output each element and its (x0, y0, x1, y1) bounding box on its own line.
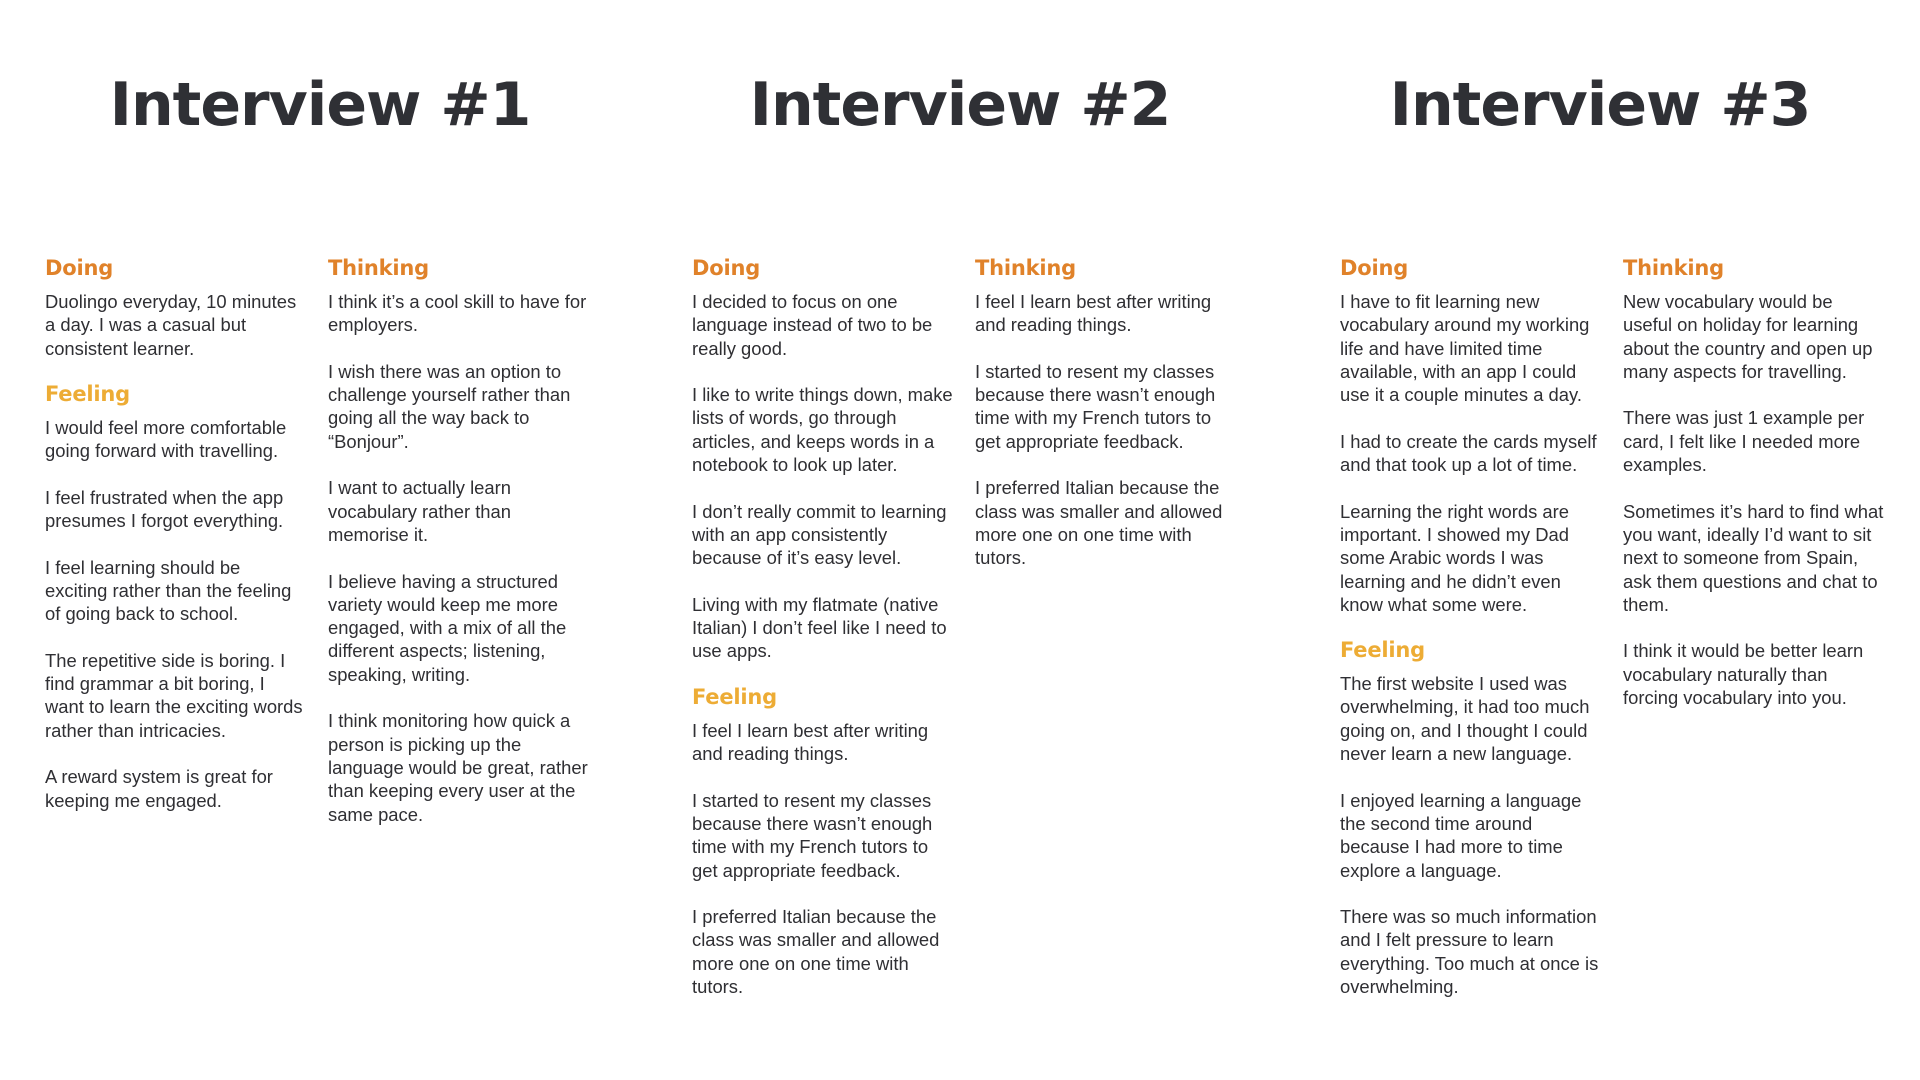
interview-2 (640, 0, 1280, 1080)
doing-paragraph: I like to write things down, make lists of words, go through articles, and keeps words in a notebook to look up later. (692, 384, 953, 476)
doing-section (692, 256, 954, 663)
thinking-section (975, 256, 1237, 570)
thinking-paragraph: I think it would be better learn vocabulary naturally than forcing vocabulary into you. (1623, 640, 1864, 709)
doing-heading: Doing (692, 256, 761, 280)
thinking-column (328, 256, 590, 848)
thinking-paragraph: I believe having a structured variety would keep me more engaged, with a mix of all the different aspects; listening, speaking, writing. (328, 570, 567, 685)
feeling-paragraph: I preferred Italian because the class was smaller and allowed more one on one time with tutors. (692, 906, 940, 998)
thinking-paragraph: I feel I learn best after writing and reading things. (975, 291, 1212, 336)
thinking-paragraph: There was just 1 example per card, I felt like I needed more examples. (1623, 407, 1865, 476)
thinking-paragraph: I wish there was an option to challenge yourself rather than going all the way back to “Bonjour”. (328, 360, 571, 452)
feeling-paragraph: I feel learning should be exciting rather than the feeling of going back to school. (45, 556, 292, 625)
thinking-paragraph: I want to actually learn vocabulary rather than memorise it. (328, 477, 511, 545)
doing-section (1340, 256, 1602, 616)
interview-1 (0, 0, 640, 1080)
feeling-paragraph: I enjoyed learning a language the second time around because I had more to time explore a language. (1340, 789, 1582, 881)
doing-feeling-column (45, 256, 307, 834)
doing-section (45, 256, 307, 360)
doing-heading: Doing (1340, 256, 1409, 280)
feeling-section (45, 382, 307, 812)
feeling-paragraph: The repetitive side is boring. I find grammar a bit boring, I want to learn the exciting words rather than intricacies. (45, 649, 303, 741)
thinking-paragraph: I started to resent my classes because there wasn’t enough time with my French tutors to get appropriate feedback. (975, 360, 1216, 452)
thinking-paragraph: Sometimes it’s hard to find what you want, ideally I’d want to sit next to someone from Spain, ask them questions and chat to them. (1623, 500, 1884, 615)
feeling-paragraph: I feel frustrated when the app presumes I forgot everything. (45, 486, 284, 532)
feeling-heading: Feeling (692, 684, 777, 709)
doing-paragraph: Learning the right words are important. I showed my Dad some Arabic words I was learning and he didn’t even know what some were. (1340, 500, 1569, 615)
doing-paragraph: Living with my flatmate (native Italian) I don’t feel like I need to use apps. (692, 593, 947, 662)
feeling-heading: Feeling (1340, 638, 1425, 663)
doing-feeling-column (692, 256, 954, 1020)
interview-title: Interview #1 (109, 70, 531, 140)
doing-paragraph: Duolingo everyday, 10 minutes a day. I was a casual but consistent learner. (45, 291, 297, 359)
thinking-heading: Thinking (328, 256, 429, 280)
feeling-paragraph: I started to resent my classes because there wasn’t enough time with my French tutors to get appropriate feedback. (692, 789, 933, 881)
thinking-column (1623, 256, 1885, 731)
doing-paragraph: I don’t really commit to learning with an app consistently because of it’s easy level. (692, 500, 947, 569)
feeling-paragraph: I feel I learn best after writing and reading things. (692, 719, 929, 765)
feeling-paragraph: There was so much information and I felt pressure to learn everything. Too much at once is overwhelming. (1340, 906, 1599, 998)
feeling-section (1340, 638, 1602, 998)
thinking-paragraph: I preferred Italian because the class was smaller and allowed more one on one time with tutors. (975, 477, 1223, 569)
thinking-paragraph: New vocabulary would be useful on holiday for learning about the country and open up many aspects for travelling. (1623, 291, 1873, 382)
feeling-paragraph: The first website I used was overwhelming, it had too much going on, and I thought I could never learn a new language. (1340, 673, 1590, 765)
interview-3 (1280, 0, 1920, 1080)
thinking-heading: Thinking (975, 256, 1076, 280)
thinking-paragraph: I think it’s a cool skill to have for employers. (328, 291, 587, 336)
thinking-heading: Thinking (1623, 256, 1724, 280)
feeling-section (692, 685, 954, 999)
doing-paragraph: I have to fit learning new vocabulary around my working life and have limited time available, with an app I could use it a couple minutes a day. (1340, 291, 1590, 406)
interview-title: Interview #2 (749, 70, 1171, 140)
doing-heading: Doing (45, 256, 114, 280)
thinking-section (1623, 256, 1885, 709)
feeling-heading: Feeling (45, 381, 130, 406)
doing-paragraph: I decided to focus on one language instead of two to be really good. (692, 291, 933, 359)
doing-paragraph: I had to create the cards myself and that took up a lot of time. (1340, 430, 1597, 476)
thinking-column (975, 256, 1237, 592)
feeling-paragraph: I would feel more comfortable going forward with travelling. (45, 416, 287, 462)
feeling-paragraph: A reward system is great for keeping me engaged. (45, 766, 273, 811)
interview-title: Interview #3 (1389, 70, 1811, 140)
doing-feeling-column (1340, 256, 1602, 1020)
thinking-section (328, 256, 590, 826)
thinking-paragraph: I think monitoring how quick a person is picking up the language would be great, rather than keeping every user at the same pace. (328, 710, 588, 825)
